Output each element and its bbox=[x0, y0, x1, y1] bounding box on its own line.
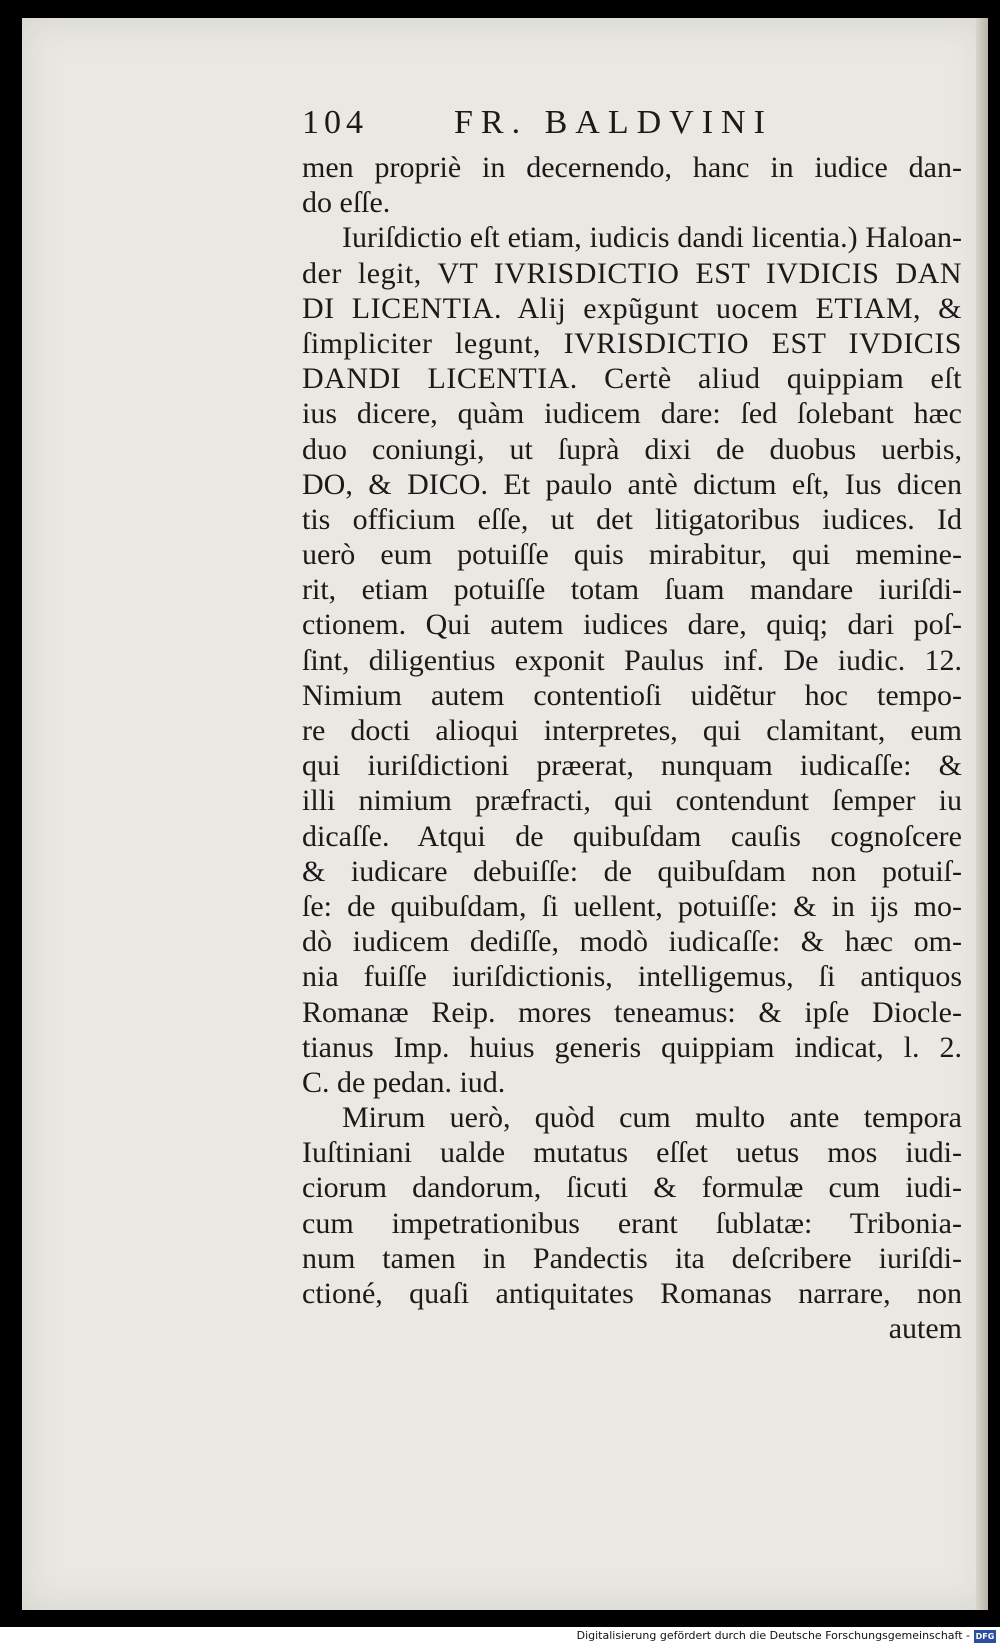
dfg-logo: DFG bbox=[975, 1632, 995, 1641]
footer-credit: Digitalisierung gefördert durch die Deutsche Forschungsgemeinschaft - bbox=[576, 1629, 970, 1642]
page-number: 104 bbox=[302, 104, 368, 141]
text-line: num tamen in Pandectis ita deſcribere iuriſdi- bbox=[302, 1241, 962, 1275]
text-line: ſe: de quibuſdam, ſi uellent, potuiſſe: & in ijs mo- bbox=[302, 889, 962, 923]
text-line: Iuriſdictio eſt etiam, iudicis dandi licentia.) Haloan- bbox=[342, 221, 962, 255]
text-block bbox=[302, 104, 962, 1346]
text-line: Iuſtiniani ualde mutatus eſſet uetus mos iudi- bbox=[302, 1136, 962, 1170]
text-line: men propriè in decernendo, hanc in iudice dan- bbox=[302, 151, 962, 184]
text-line: DANDI LICENTIA. Certè aliud quippiam eſt bbox=[302, 362, 962, 396]
text-line: uerò eum potuiſſe quis mirabitur, qui memine- bbox=[302, 538, 962, 572]
text-line: & iudicare debuiſſe: de quibuſdam non potuiſ- bbox=[302, 854, 962, 888]
text-line: illi nimium præfracti, qui contendunt ſemper iu bbox=[302, 784, 962, 818]
text-line: ciorum dandorum, ſicuti & formulæ cum iudi- bbox=[302, 1171, 962, 1205]
text-line: ſimpliciter legunt, IVRISDICTIO EST IVDICIS bbox=[302, 326, 962, 360]
text-line: C. de pedan. iud. bbox=[302, 1065, 506, 1099]
page-edge bbox=[976, 18, 988, 1610]
text-line: ctionem. Qui autem iudices dare, quiq; dari poſ- bbox=[302, 608, 962, 642]
text-line: ctioné, quaſi antiquitates Romanas narrare, non bbox=[302, 1277, 962, 1310]
text-line: ius dicere, quàm iudicem dare: ſed ſolebant hæc bbox=[302, 397, 962, 431]
text-line: duo coniungi, ut ſuprà dixi de duobus uerbis, bbox=[302, 432, 962, 466]
running-head: FR. BALDVINI bbox=[454, 104, 773, 141]
text-line: Nimium autem contentioſi uidẽtur hoc tempo- bbox=[302, 678, 962, 712]
text-line: tis officium eſſe, ut det litigatoribus iudices. Id bbox=[302, 502, 962, 536]
text-line: cum impetrationibus erant ſublatæ: Tribonia- bbox=[302, 1206, 962, 1240]
text-line: DO, & DICO. Et paulo antè dictum eſt, Ius dicen bbox=[302, 467, 962, 501]
text-line: DI LICENTIA. Alij expũgunt uocem ETIAM, & bbox=[302, 291, 962, 325]
text-line: nia fuiſſe iuriſdictionis, intelligemus, ſi antiquos bbox=[302, 960, 962, 994]
text-line: tianus Imp. huius generis quippiam indicat, l. 2. bbox=[302, 1030, 962, 1064]
text-line: Romanæ Reip. mores teneamus: & ipſe Diocle- bbox=[302, 995, 962, 1029]
text-line: re docti alioqui interpretes, qui clamitant, eum bbox=[302, 714, 962, 747]
text-line: qui iuriſdictioni præerat, nunquam iudicaſſe: & bbox=[302, 749, 962, 783]
text-line: do eſſe. bbox=[302, 186, 391, 220]
text-line: dicaſſe. Atqui de quibuſdam cauſis cognoſcere bbox=[302, 819, 962, 853]
text-line: der legit, VT IVRISDICTIO EST IVDICIS DAN bbox=[302, 256, 962, 290]
text-line: rit, etiam potuiſſe totam ſuam mandare iuriſdi- bbox=[302, 573, 962, 607]
catchword: autem bbox=[888, 1312, 962, 1346]
text-line: Mirum uerò, quòd cum multo ante tempora bbox=[342, 1101, 962, 1135]
text-line: ſint, diligentius exponit Paulus inf. De iudic. 12. bbox=[302, 643, 962, 677]
text-line: dò iudicem dediſſe, modò iudicaſſe: & hæc om- bbox=[302, 925, 962, 959]
page-header bbox=[302, 104, 962, 150]
